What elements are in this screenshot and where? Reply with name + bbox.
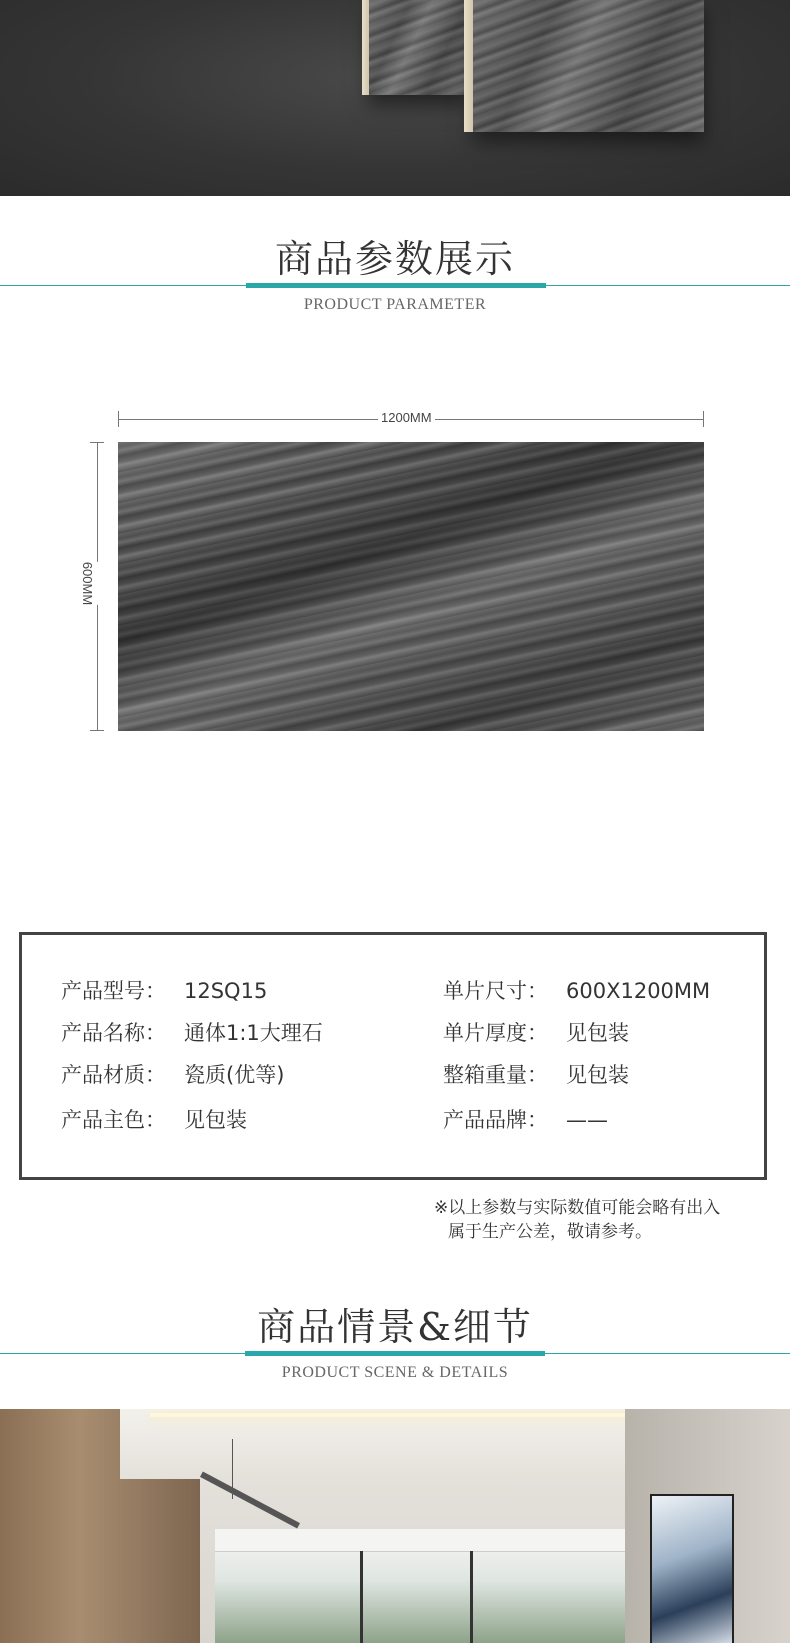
height-dimension-tick-bottom <box>90 730 104 731</box>
wall-painting <box>650 1494 734 1643</box>
scene-section-accent-bar <box>245 1351 545 1356</box>
marble-tile-image <box>118 442 704 731</box>
tile-image-left <box>368 0 468 95</box>
height-dimension-tick-top <box>90 442 104 443</box>
param-row-model: 产品型号： 12SQ15 <box>61 979 268 1003</box>
param-row-brand: 产品品牌： —— <box>443 1108 608 1132</box>
scene-photo <box>0 1409 790 1643</box>
parameter-section-subtitle: PRODUCT PARAMETER <box>303 296 487 313</box>
disclaimer-line-1: ※以上参数与实际数值可能会略有出入 <box>434 1198 721 1218</box>
pendant-lamp <box>200 1472 300 1529</box>
ceiling-light-strip <box>150 1413 650 1417</box>
scene-section-title: 商品情景&细节 <box>257 1305 533 1349</box>
disclaimer-line-2: 属于生产公差，敬请参考。 <box>448 1222 652 1242</box>
width-dimension-label: 1200MM <box>378 410 435 425</box>
window-blind <box>215 1529 625 1552</box>
parameter-section-title: 商品参数展示 <box>274 237 515 281</box>
height-dimension-label: 600MM <box>77 562 98 605</box>
scene-section-subtitle: PRODUCT SCENE & DETAILS <box>281 1364 509 1381</box>
window-frame-2 <box>470 1551 473 1643</box>
width-dimension-tick-right <box>703 411 704 427</box>
param-row-material: 产品材质： 瓷质(优等) <box>61 1063 285 1087</box>
tile-edge-right <box>464 0 473 132</box>
top-banner-image <box>0 0 790 196</box>
tile-edge-left <box>362 0 369 95</box>
param-row-color: 产品主色： 见包装 <box>61 1108 247 1132</box>
width-dimension-tick-left <box>118 411 119 427</box>
parameter-section-accent-bar <box>246 283 546 288</box>
param-row-size: 单片尺寸： 600X1200MM <box>443 979 711 1003</box>
window-frame-1 <box>360 1551 363 1643</box>
tile-image-right <box>472 0 704 132</box>
param-row-thickness: 单片厚度： 见包装 <box>443 1021 629 1045</box>
param-row-weight: 整箱重量： 见包装 <box>443 1063 629 1087</box>
parameter-table <box>19 932 767 1180</box>
param-row-name: 产品名称： 通体1:1大理石 <box>61 1021 323 1045</box>
ceiling <box>120 1409 680 1479</box>
